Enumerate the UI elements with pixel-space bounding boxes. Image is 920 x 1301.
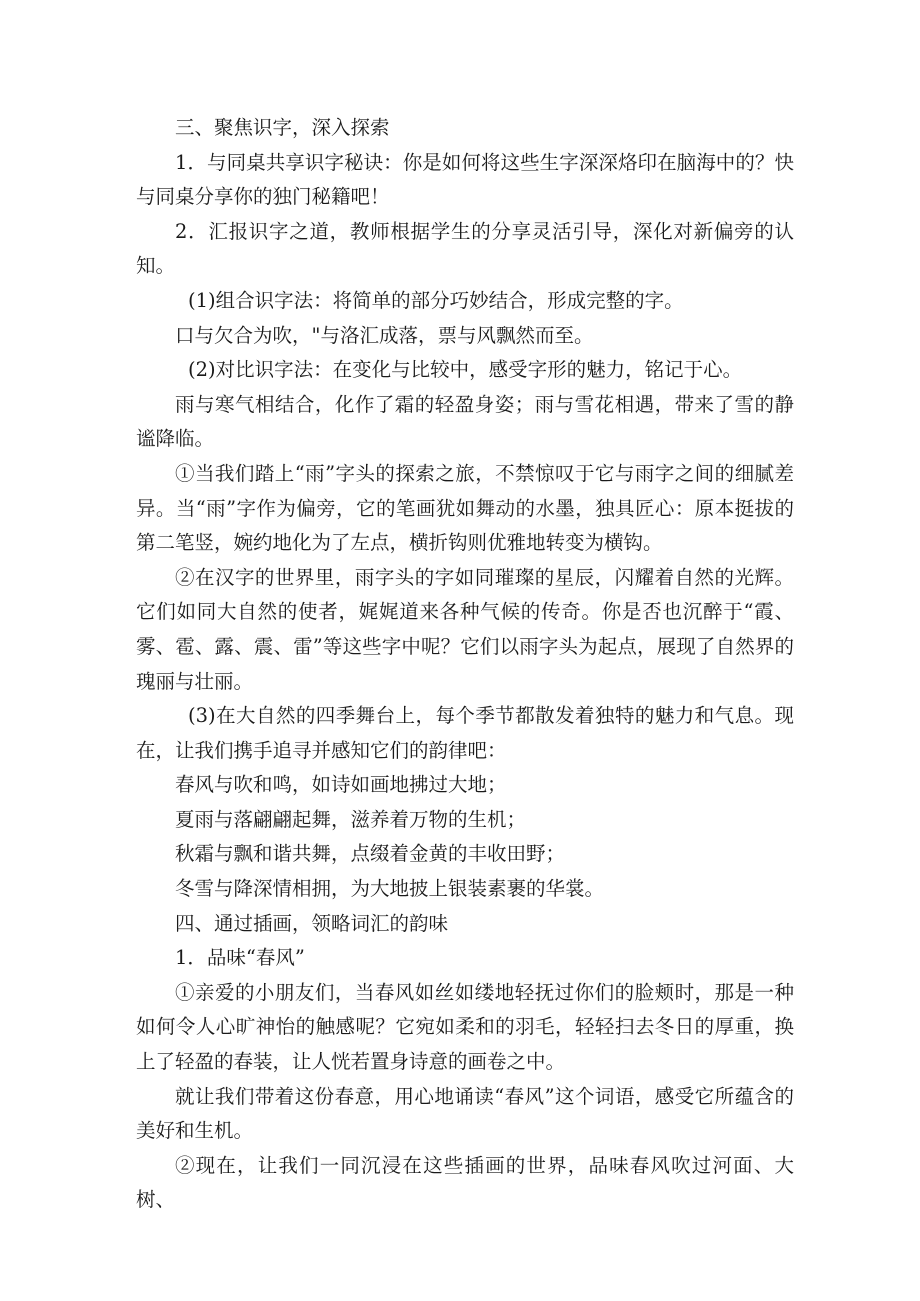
paragraph: ①当我们踏上“雨”字头的探索之旅，不禁惊叹于它与雨字之间的细腻差异。当“雨”字作为偏旁，它的笔画犹如舞动的水墨，独具匠心：原本挺拔的第二笔竖，婉约地化为了左点，横折钩则优雅地转变为横钩。 xyxy=(136,461,794,555)
paragraph: 就让我们带着这份春意，用心地诵读“春风”这个词语，感受它所蕴含的美好和生机。 xyxy=(136,1084,794,1143)
sub-item-2: (2)对比识字法：在变化与比较中，感受字形的魅力，铭记于心。 xyxy=(188,358,743,382)
season-line: 春风与吹和鸣，如诗如画地拂过大地； xyxy=(175,773,507,797)
paragraph: 2．汇报识字之道，教师根据学生的分享灵活引导，深化对新偏旁的认知。 xyxy=(136,219,794,278)
paragraph: ②在汉字的世界里，雨字头的字如同璀璨的星辰，闪耀着自然的光辉。它们如同大自然的使者，娓娓道来各种气候的传奇。你是否也沉醉于“霞、雾、雹、露、震、雷”等这些字中呢？它们以雨字头为起点，展现了自然界的瑰丽与壮丽。 xyxy=(136,565,794,693)
sub-heading: 1．品味“春风” xyxy=(175,946,305,970)
section-heading-4: 四、通过插画，领略词汇的韵味 xyxy=(175,911,449,935)
paragraph: 1．与同桌共享识字秘诀：你是如何将这些生字深深烙印在脑海中的？快与同桌分享你的独门秘籍吧！ xyxy=(136,150,794,209)
season-line: 秋霜与飘和谐共舞，点缀着金黄的丰收田野； xyxy=(175,842,566,866)
paragraph: ①亲爱的小朋友们，当春风如丝如缕地轻抚过你们的脸颊时，那是一种如何令人心旷神怡的触感呢？它宛如柔和的羽毛，轻轻扫去冬日的厚重，换上了轻盈的春装，让人恍若置身诗意的画卷之中。 xyxy=(136,980,794,1074)
paragraph: 口与欠合为吹，"与洛汇成落，票与风飘然而至。 xyxy=(175,323,594,347)
paragraph: 雨与寒气相结合，化作了霜的轻盈身姿；雨与雪花相遇，带来了雪的静谧降临。 xyxy=(136,392,794,451)
document-page xyxy=(136,111,794,1218)
sub-item-3: (3)在大自然的四季舞台上，每个季节都散发着独特的魅力和气息。现在，让我们携手追寻并感知它们的韵律吧： xyxy=(136,704,794,762)
sub-item-1: (1)组合识字法：将简单的部分巧妙结合，形成完整的字。 xyxy=(188,288,684,312)
paragraph: ②现在，让我们一同沉浸在这些插画的世界，品味春风吹过河面、大树、 xyxy=(136,1153,794,1212)
season-line: 冬雪与降深情相拥，为大地披上银装素裹的华裳。 xyxy=(175,877,605,901)
season-line: 夏雨与落翩翩起舞，滋养着万物的生机； xyxy=(175,807,527,831)
section-heading-3: 三、聚焦识字，深入探索 xyxy=(175,116,390,139)
